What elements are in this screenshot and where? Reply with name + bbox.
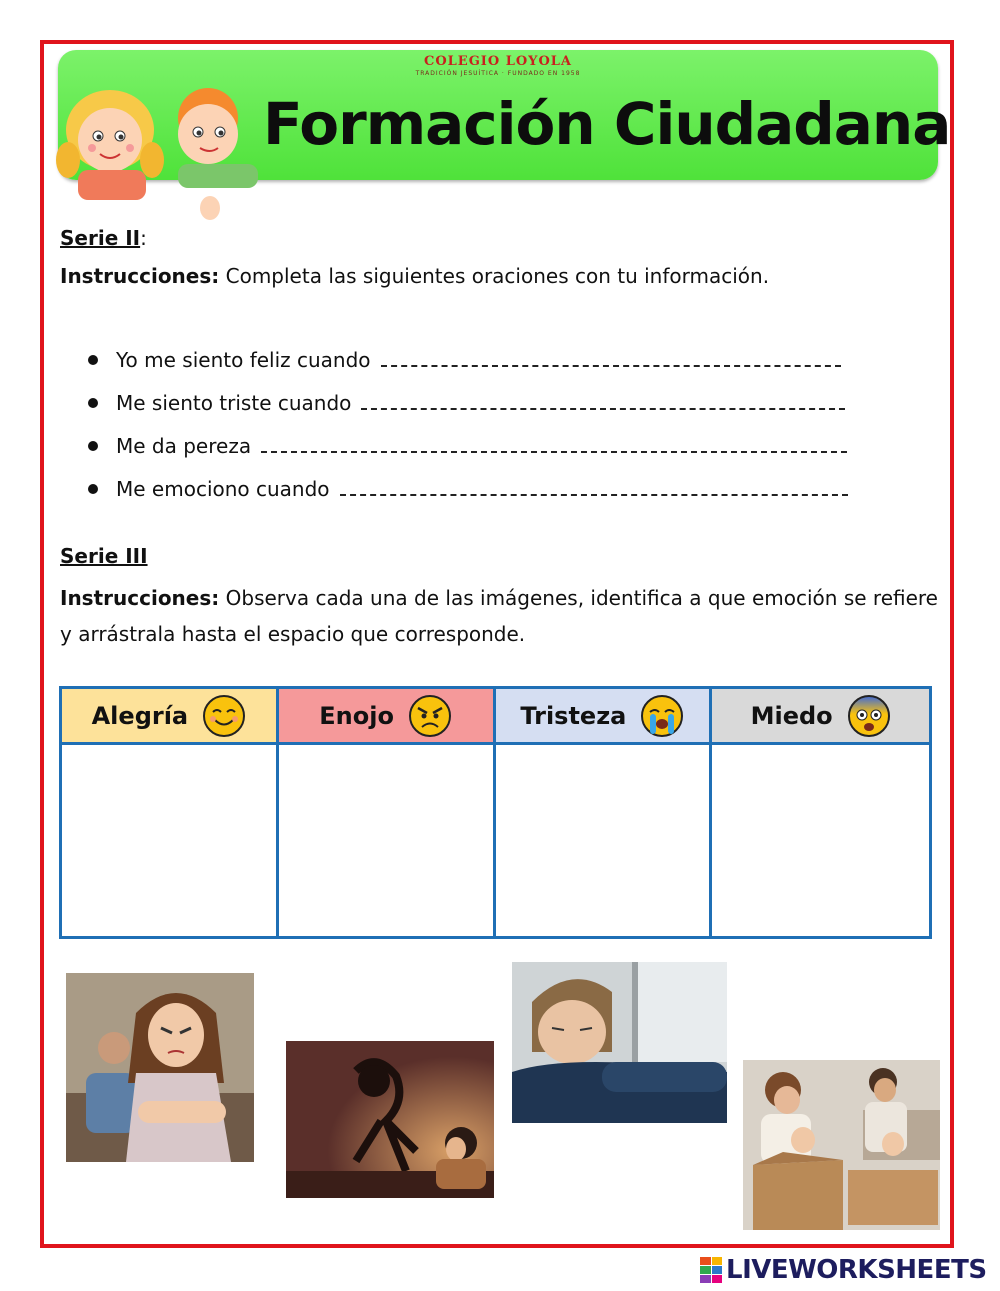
happy-family-boxes-photo[interactable] xyxy=(743,1060,940,1230)
liveworksheets-footer xyxy=(700,1255,987,1285)
serie2-title: Serie II xyxy=(60,226,141,250)
list-item xyxy=(88,424,888,467)
page-title: Formación Ciudadana xyxy=(263,90,951,158)
sentence-list xyxy=(88,338,888,510)
column-header-enojo xyxy=(279,689,496,745)
serie3-title: Serie III xyxy=(60,544,148,568)
serie2-instructions xyxy=(60,264,769,288)
instructions-label: Instrucciones: xyxy=(60,264,220,288)
list-item xyxy=(88,338,888,381)
serie2-colon: : xyxy=(140,226,147,250)
angry-face-icon xyxy=(408,694,452,738)
liveworksheets-brand[interactable]: LIVEWORKSHEETS xyxy=(726,1255,987,1285)
drop-zone-miedo[interactable] xyxy=(712,745,929,936)
sentence-prompt: Yo me siento feliz cuando xyxy=(116,347,371,372)
drop-zone-alegria[interactable] xyxy=(62,745,279,936)
answer-blank[interactable] xyxy=(340,482,848,496)
bullet-icon xyxy=(88,441,98,451)
school-motto: TRADICIÓN JESUÍTICA · FUNDADO EN 1958 xyxy=(415,70,581,77)
bullet-icon xyxy=(88,398,98,408)
column-label: Miedo xyxy=(750,701,833,730)
drop-zone-enojo[interactable] xyxy=(279,745,496,936)
column-label: Alegría xyxy=(91,701,189,730)
sentence-prompt: Me emociono cuando xyxy=(116,476,330,501)
serie3-instructions xyxy=(60,580,938,652)
column-header-miedo xyxy=(712,689,929,745)
emotion-table xyxy=(59,686,932,939)
serie2-heading xyxy=(60,226,147,250)
instructions-label: Instrucciones: xyxy=(60,586,220,610)
serie3-heading xyxy=(60,544,148,568)
school-name: COLEGIO LOYOLA xyxy=(423,54,573,69)
list-item xyxy=(88,381,888,424)
crying-face-icon xyxy=(640,694,684,738)
instructions-text: Completa las siguientes oraciones con tu información. xyxy=(219,264,770,288)
bullet-icon xyxy=(88,355,98,365)
column-header-tristeza xyxy=(496,689,713,745)
answer-blank[interactable] xyxy=(381,353,841,367)
list-item xyxy=(88,467,888,510)
answer-blank[interactable] xyxy=(361,396,845,410)
sentence-prompt: Me siento triste cuando xyxy=(116,390,352,415)
column-header-alegria xyxy=(62,689,279,745)
drop-zone-tristeza[interactable] xyxy=(496,745,713,936)
instructions-text: Observa cada una de las imágenes, identifica a que emoción se refiere y arrástrala hasta el espacio que corresponde. xyxy=(60,586,938,646)
liveworksheets-logo-icon xyxy=(700,1257,722,1283)
scared-boy-shadow-photo[interactable] xyxy=(286,1041,494,1198)
fearful-face-icon xyxy=(847,694,891,738)
bullet-icon xyxy=(88,484,98,494)
angry-girl-photo[interactable] xyxy=(66,973,254,1162)
column-label: Enojo xyxy=(319,701,394,730)
smiling-face-icon xyxy=(202,694,246,738)
cartoon-kids-illustration xyxy=(48,82,268,222)
answer-blank[interactable] xyxy=(261,439,847,453)
column-label: Tristeza xyxy=(520,701,627,730)
sentence-prompt: Me da pereza xyxy=(116,433,252,458)
sad-boy-photo[interactable] xyxy=(512,962,727,1123)
